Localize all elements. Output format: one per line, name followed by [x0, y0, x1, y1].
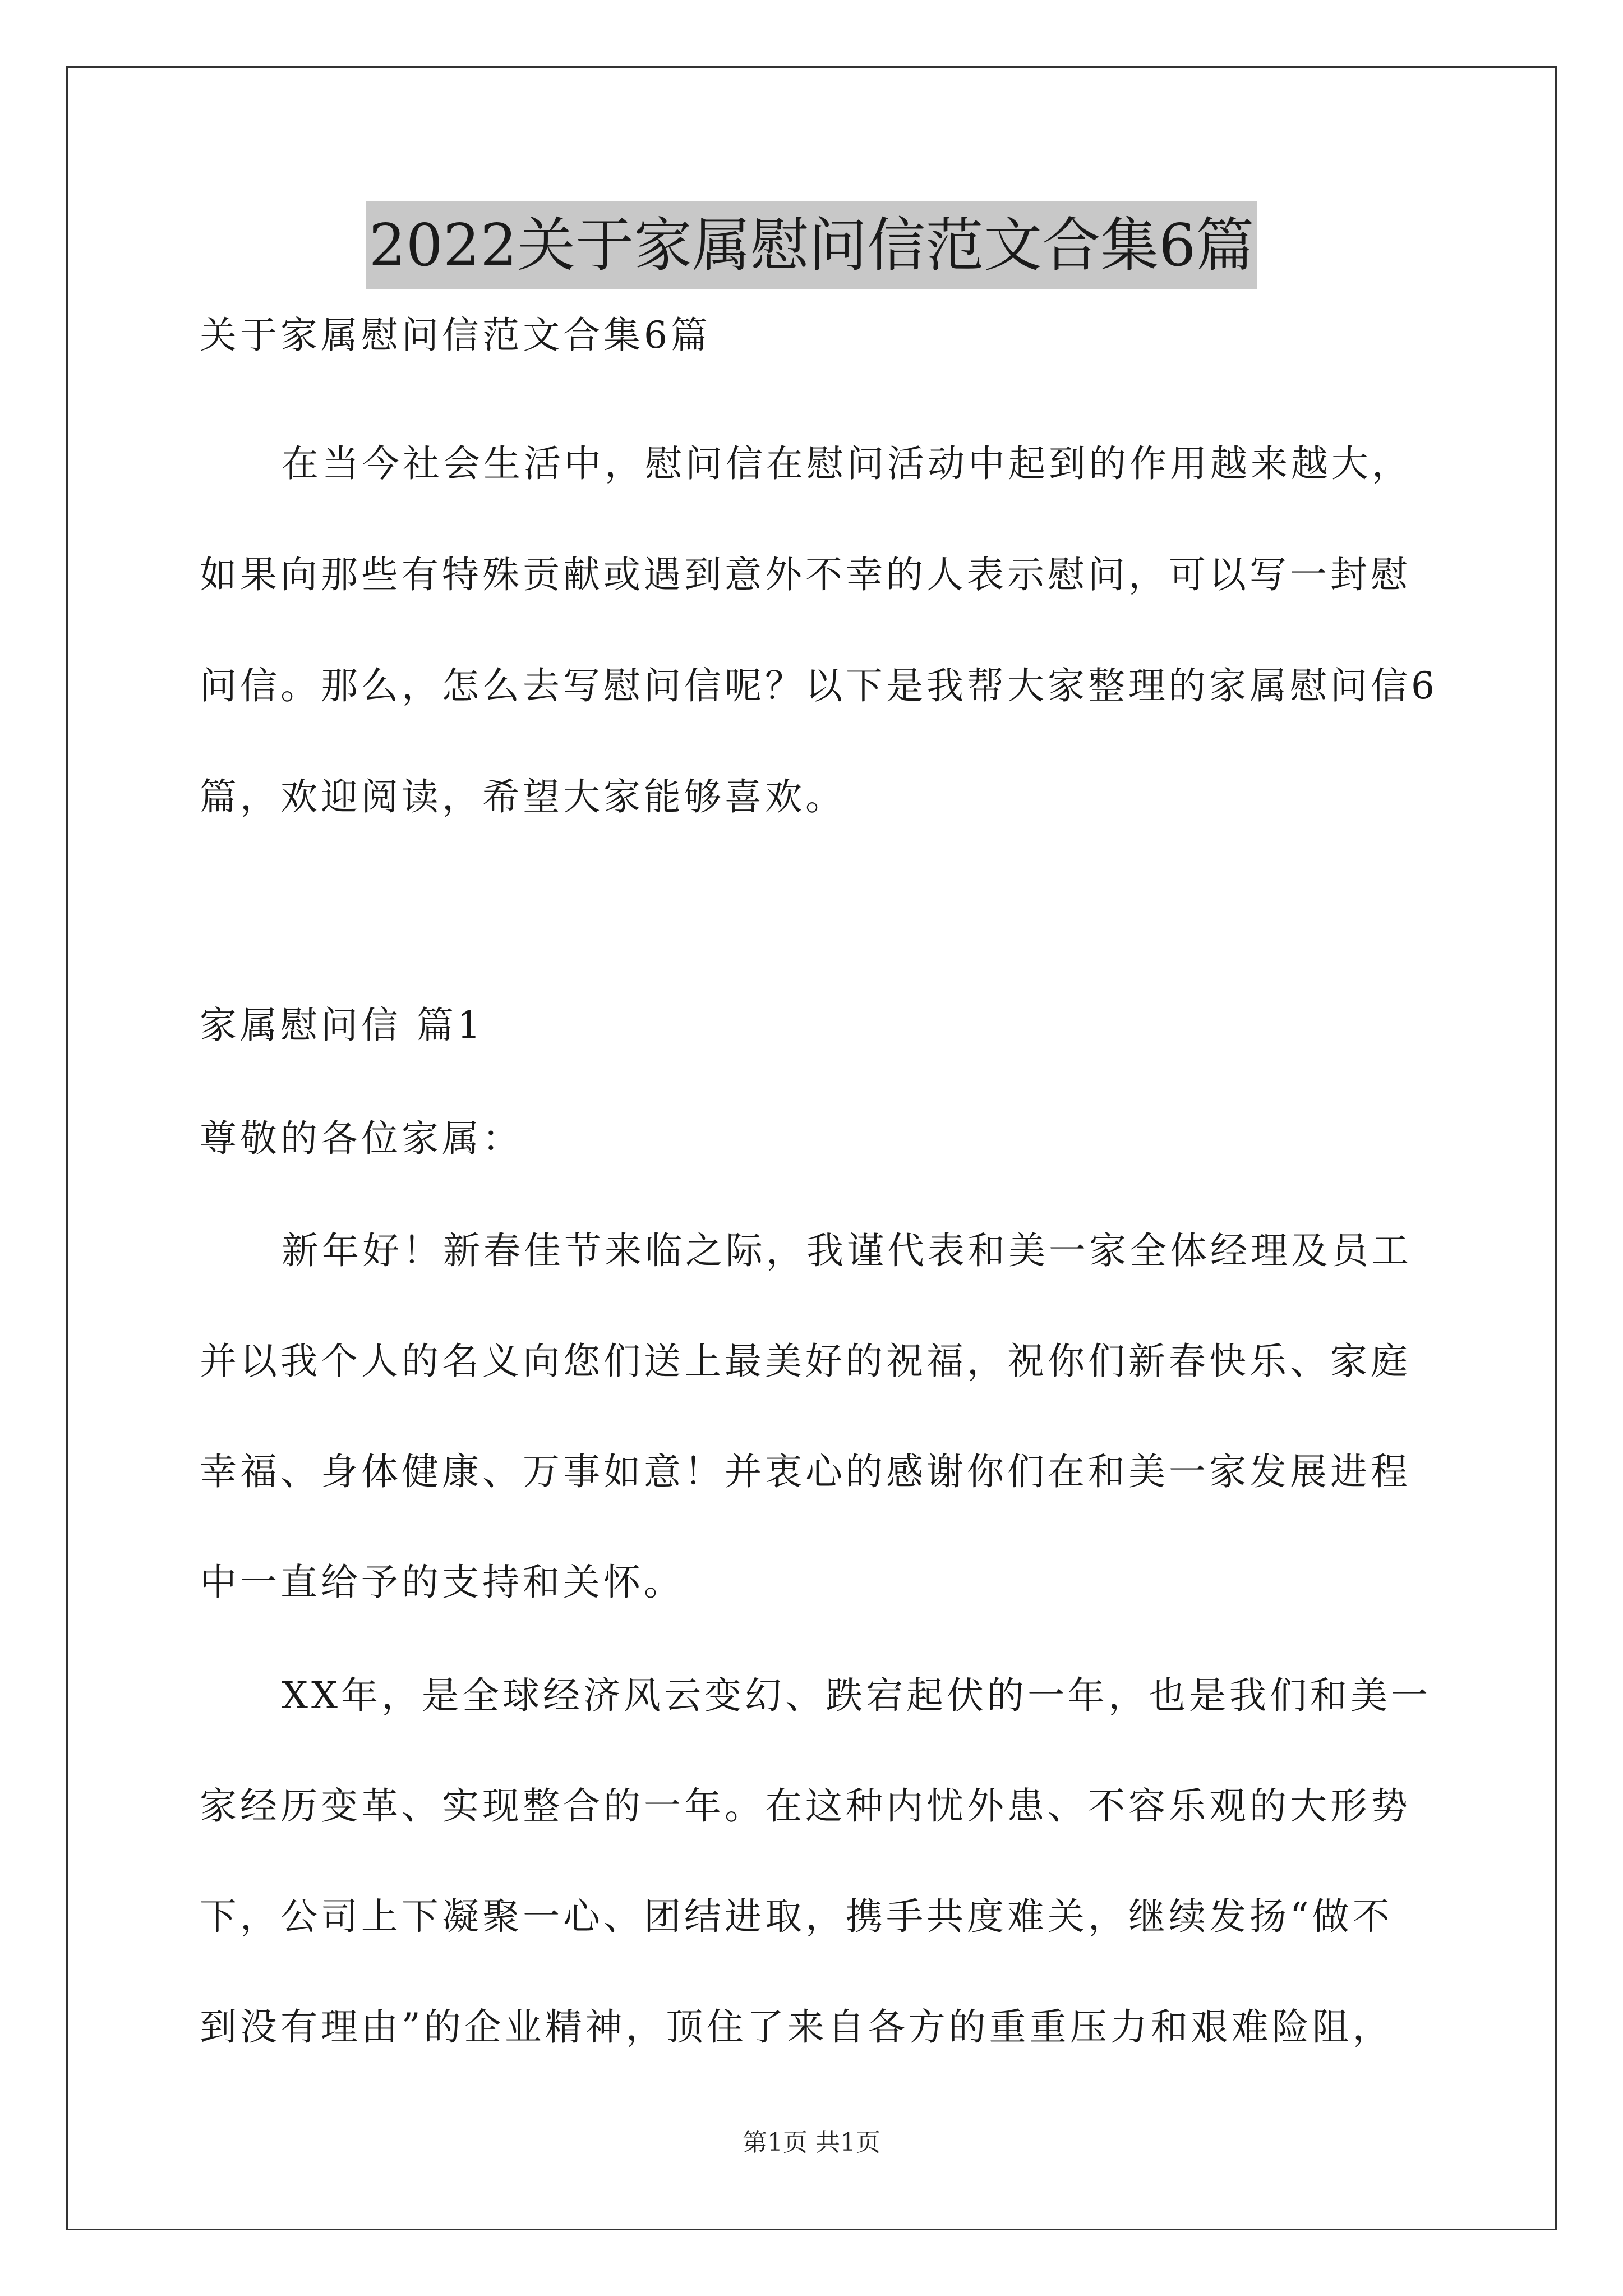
paragraph-line: XX年，是全球经济风云变幻、跌宕起伏的一年，也是我们和美一	[282, 1674, 1431, 1717]
salutation: 尊敬的各位家属：	[200, 1117, 523, 1160]
intro-line: 篇，欢迎阅读，希望大家能够喜欢。	[200, 775, 846, 818]
paragraph-line: 并以我个人的名义向您们送上最美好的祝福，祝你们新春快乐、家庭	[200, 1340, 1411, 1383]
paragraph-line: 到没有理由”的企业精神，顶住了来自各方的重重压力和艰难险阻，	[200, 2005, 1393, 2049]
paragraph-line: 新年好！新春佳节来临之际，我谨代表和美一家全体经理及员工	[282, 1229, 1412, 1272]
title-container	[0, 201, 1623, 289]
document-title: 2022关于家属慰问信范文合集6篇	[366, 201, 1258, 289]
document-subtitle: 关于家属慰问信范文合集6篇	[200, 314, 711, 357]
section-heading: 家属慰问信 篇1	[200, 1004, 484, 1047]
paragraph-line: 中一直给予的支持和关怀。	[200, 1561, 684, 1604]
paragraph-line: 幸福、身体健康、万事如意！并衷心的感谢你们在和美一家发展进程	[200, 1450, 1411, 1493]
intro-line: 在当今社会生活中，慰问信在慰问活动中起到的作用越来越大，	[282, 442, 1412, 485]
page-footer: 第1页 共1页	[743, 2128, 880, 2157]
intro-line: 如果向那些有特殊贡献或遇到意外不幸的人表示慰问，可以写一封慰	[200, 553, 1411, 596]
intro-line: 问信。那么，怎么去写慰问信呢？以下是我帮大家整理的家属慰问信6	[200, 664, 1438, 707]
paragraph-line: 家经历变革、实现整合的一年。在这种内忧外患、不容乐观的大形势	[200, 1784, 1411, 1828]
paragraph-line: 下，公司上下凝聚一心、团结进取，携手共度难关，继续发扬“做不	[200, 1895, 1393, 1938]
